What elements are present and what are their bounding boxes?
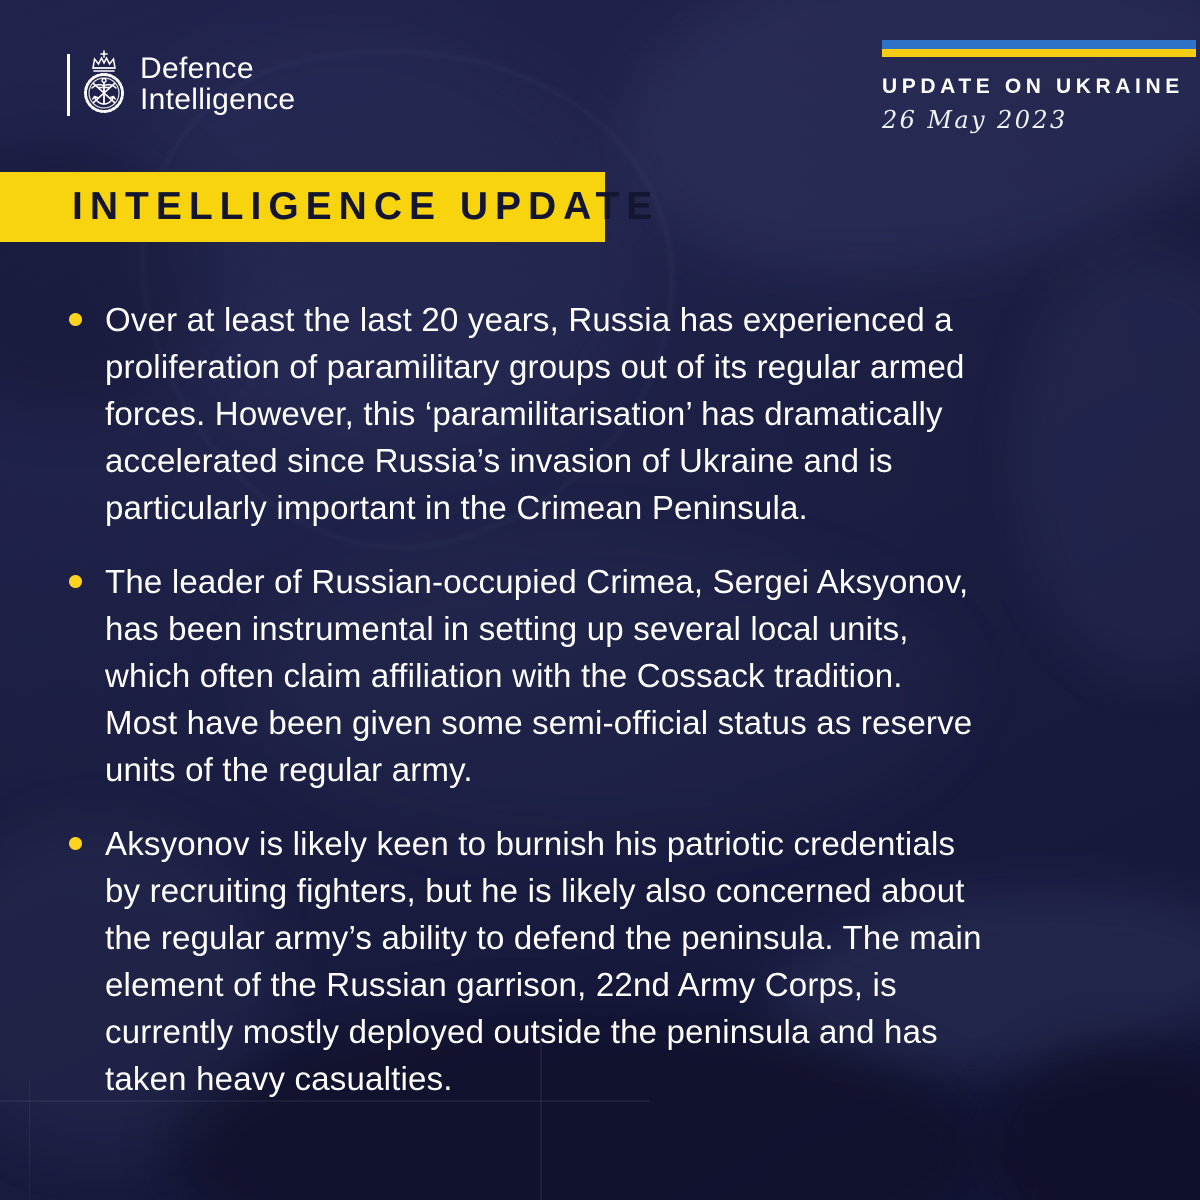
mod-crest-icon bbox=[79, 50, 129, 116]
bullet-line: Aksyonov is likely keen to burnish his patriotic credentials bbox=[105, 825, 956, 862]
page-title: INTELLIGENCE UPDATE bbox=[72, 185, 660, 228]
bullet-line: currently mostly deployed outside the peninsula and has bbox=[105, 1013, 938, 1050]
bullet-line: Over at least the last 20 years, Russia has experienced a bbox=[105, 301, 953, 338]
logo-wordmark bbox=[140, 53, 295, 115]
bullet-line: taken heavy casualties. bbox=[105, 1060, 453, 1097]
logo-divider-bar bbox=[67, 54, 70, 116]
bullet-line: accelerated since Russia’s invasion of Ukraine and is bbox=[105, 442, 893, 479]
bullet-line: The leader of Russian-occupied Crimea, Sergei Aksyonov, bbox=[105, 563, 969, 600]
update-date: 26 May 2023 bbox=[882, 106, 1068, 134]
bullet-item-3 bbox=[62, 820, 1152, 1102]
title-banner bbox=[0, 172, 660, 242]
bullet-line: proliferation of paramilitary groups out of its regular armed bbox=[105, 348, 965, 385]
bullet-line: has been instrumental in setting up several local units, bbox=[105, 610, 909, 647]
bullet-item-2 bbox=[62, 558, 1152, 793]
bullet-item-1 bbox=[62, 296, 1152, 531]
flag-yellow-stripe bbox=[882, 49, 1196, 57]
bullet-line: particularly important in the Crimean Peninsula. bbox=[105, 489, 808, 526]
bullet-line: the regular army’s ability to defend the peninsula. The main bbox=[105, 919, 982, 956]
update-kicker: UPDATE ON UKRAINE bbox=[882, 75, 1184, 98]
ukraine-flag-bar bbox=[882, 40, 1196, 57]
logo-line-1: Defence bbox=[140, 52, 254, 85]
map-graticule-line bbox=[29, 1080, 30, 1200]
defence-intelligence-logo bbox=[67, 50, 295, 116]
logo-line-2: Intelligence bbox=[140, 83, 296, 116]
bullet-line: Most have been given some semi-official status as reserve bbox=[105, 704, 973, 741]
bullet-line: by recruiting fighters, but he is likely also concerned about bbox=[105, 872, 965, 909]
bullet-line: element of the Russian garrison, 22nd Army Corps, is bbox=[105, 966, 897, 1003]
bullet-line: units of the regular army. bbox=[105, 751, 473, 788]
bullet-line: which often claim affiliation with the Cossack tradition. bbox=[105, 657, 903, 694]
flag-blue-stripe bbox=[882, 40, 1196, 49]
intelligence-bullet-list bbox=[62, 296, 1152, 1129]
bullet-line: forces. However, this ‘paramilitarisation’ has dramatically bbox=[105, 395, 943, 432]
masthead bbox=[882, 40, 1200, 134]
